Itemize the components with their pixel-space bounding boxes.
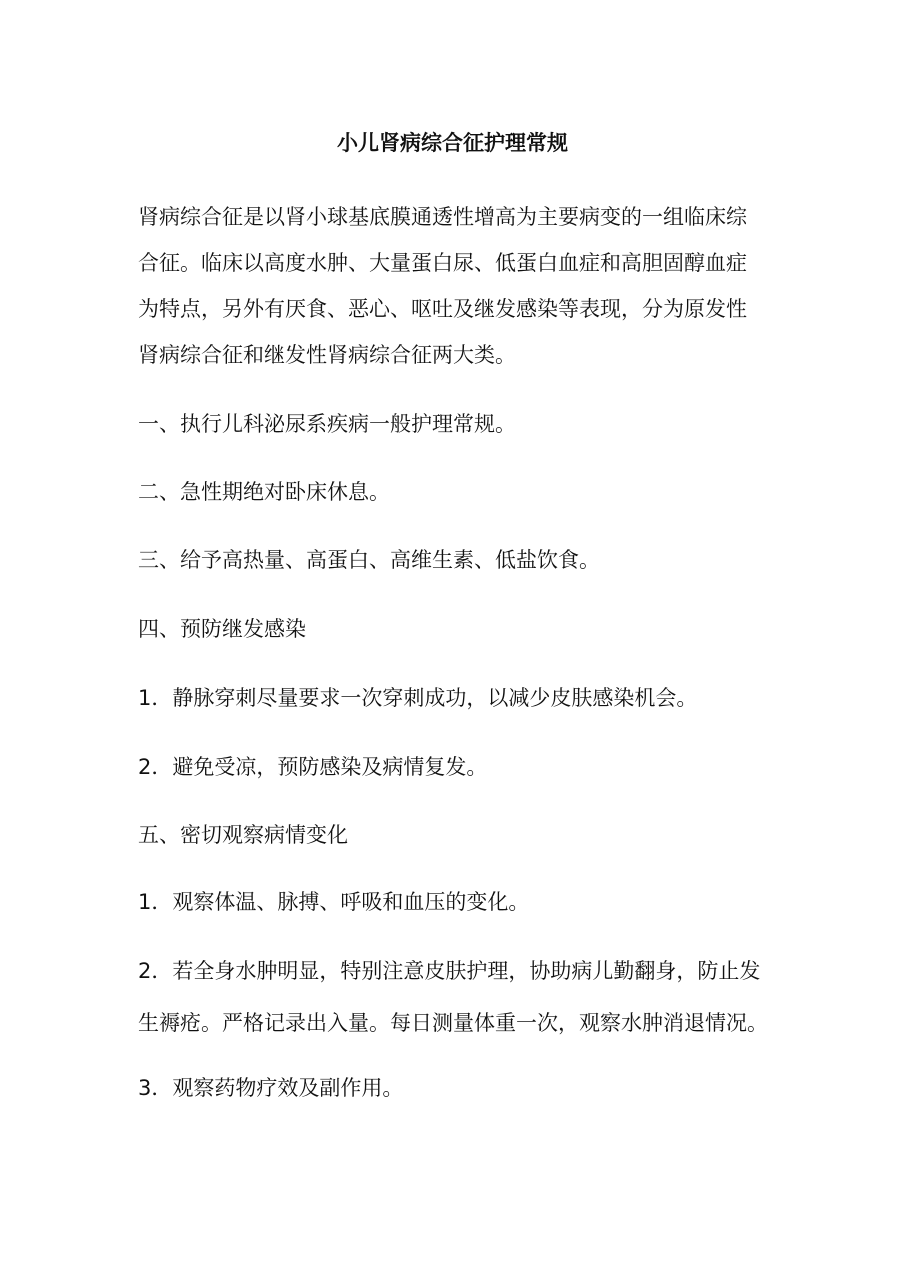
section-item-1: 一、执行儿科泌尿系疾病一般护理常规。 (138, 412, 516, 436)
subitem-4-2: 2．避免受凉，预防感染及病情复发。 (138, 755, 488, 779)
intro-line: 肾病综合征和继发性肾病综合征两大类。 (138, 343, 516, 367)
intro-line: 为特点，另外有厌食、恶心、呕吐及继发感染等表现，分为原发性 (138, 297, 747, 321)
document-title: 小儿肾病综合征护理常规 (337, 131, 568, 155)
subitem-5-2-line: 生褥疮。严格记录出入量。每日测量体重一次，观察水肿消退情况。 (138, 1011, 768, 1035)
subitem-5-2-line: 2．若全身水肿明显，特别注意皮肤护理，协助病儿勤翻身，防止发 (138, 959, 761, 983)
section-item-4: 四、预防继发感染 (138, 617, 306, 641)
section-item-3: 三、给予高热量、高蛋白、高维生素、低盐饮食。 (138, 548, 600, 572)
section-item-5: 五、密切观察病情变化 (138, 823, 348, 847)
subitem-5-2 (138, 945, 778, 1049)
subitem-5-1: 1．观察体温、脉搏、呼吸和血压的变化。 (138, 890, 530, 914)
intro-line: 合征。临床以高度水肿、大量蛋白尿、低蛋白血症和高胆固醇血症 (138, 251, 747, 275)
subitem-5-3: 3．观察药物疗效及副作用。 (138, 1076, 404, 1100)
intro-paragraph (138, 194, 778, 378)
section-item-2: 二、急性期绝对卧床休息。 (138, 480, 390, 504)
intro-line: 肾病综合征是以肾小球基底膜通透性增高为主要病变的一组临床综 (138, 205, 747, 229)
subitem-4-1: 1．静脉穿刺尽量要求一次穿刺成功，以减少皮肤感染机会。 (138, 686, 698, 710)
